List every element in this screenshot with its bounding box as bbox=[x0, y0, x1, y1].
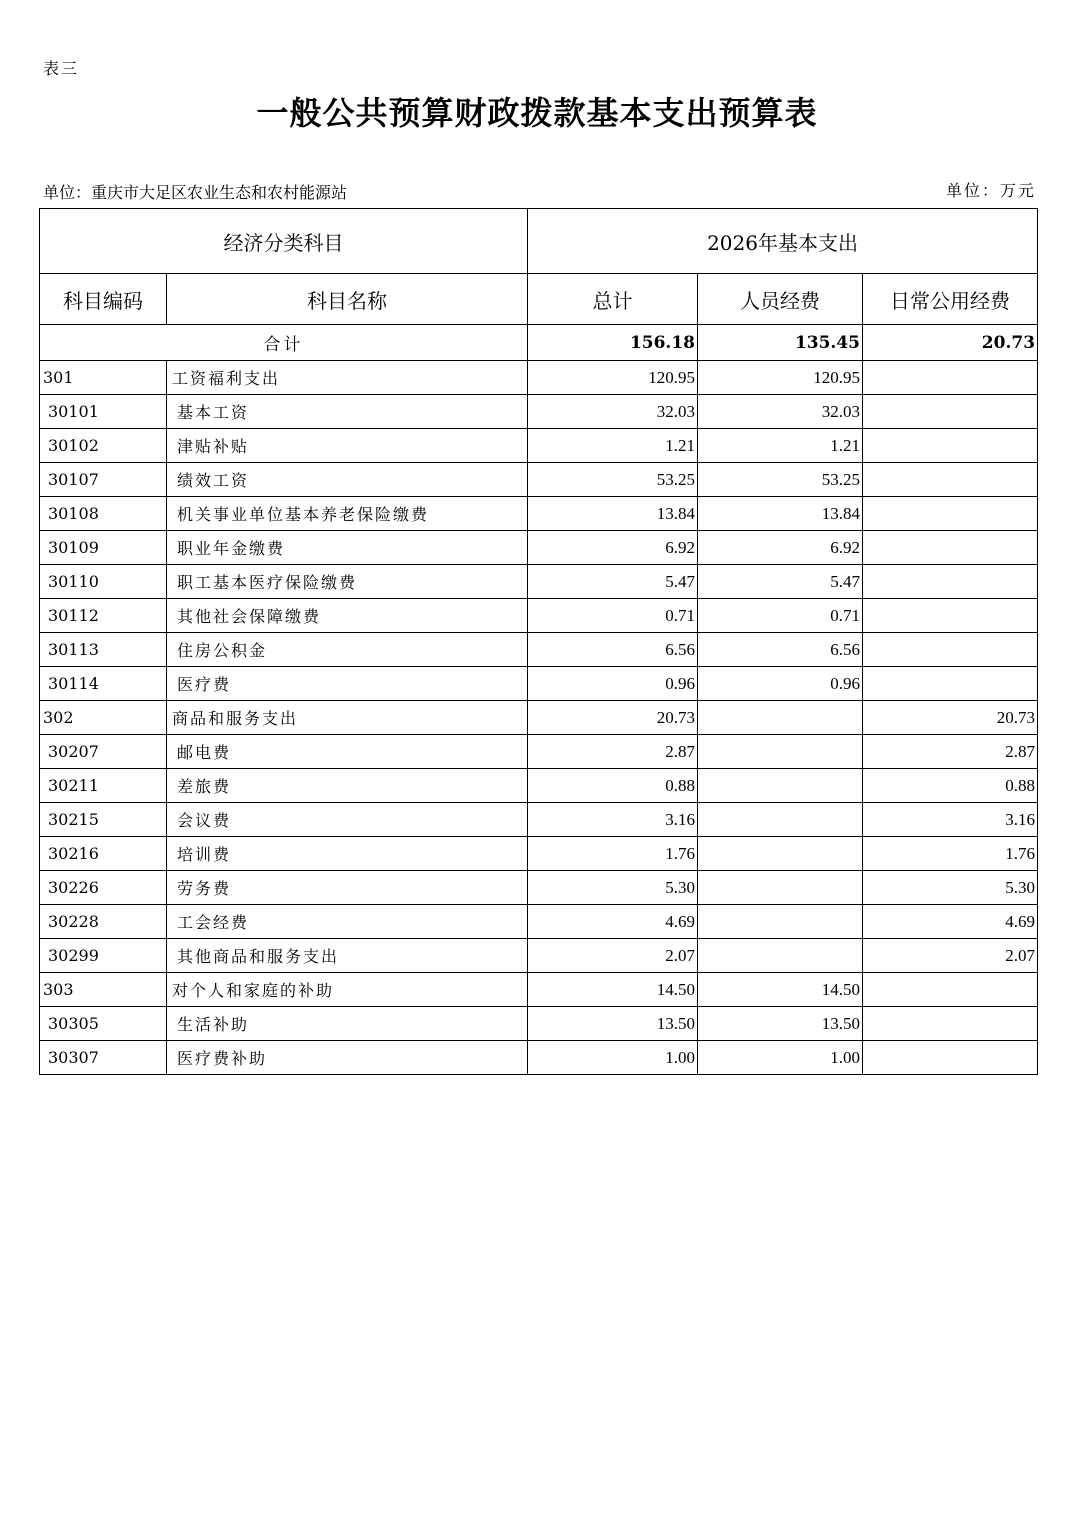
cell-public bbox=[863, 667, 1038, 701]
cell-public bbox=[863, 395, 1038, 429]
cell-name: 对个人和家庭的补助 bbox=[167, 973, 528, 1007]
cell-name: 机关事业单位基本养老保险缴费 bbox=[167, 497, 528, 531]
table-row bbox=[40, 735, 1038, 769]
total-personnel: 135.45 bbox=[698, 325, 863, 361]
cell-code: 30216 bbox=[40, 837, 167, 871]
cell-public: 20.73 bbox=[863, 701, 1038, 735]
cell-public: 3.16 bbox=[863, 803, 1038, 837]
cell-public bbox=[863, 973, 1038, 1007]
cell-name: 生活补助 bbox=[167, 1007, 528, 1041]
table-row bbox=[40, 599, 1038, 633]
cell-public bbox=[863, 1007, 1038, 1041]
cell-personnel: 14.50 bbox=[698, 973, 863, 1007]
cell-personnel: 0.96 bbox=[698, 667, 863, 701]
cell-name: 医疗费补助 bbox=[167, 1041, 528, 1075]
table-row bbox=[40, 871, 1038, 905]
cell-total: 0.71 bbox=[528, 599, 698, 633]
cell-name: 会议费 bbox=[167, 803, 528, 837]
cell-code: 30299 bbox=[40, 939, 167, 973]
table-number-label: 表三 bbox=[43, 59, 80, 78]
cell-personnel bbox=[698, 837, 863, 871]
cell-name: 商品和服务支出 bbox=[167, 701, 528, 735]
cell-public: 0.88 bbox=[863, 769, 1038, 803]
table-row bbox=[40, 497, 1038, 531]
cell-total: 13.50 bbox=[528, 1007, 698, 1041]
cell-public: 5.30 bbox=[863, 871, 1038, 905]
cell-code: 30305 bbox=[40, 1007, 167, 1041]
cell-code: 30226 bbox=[40, 871, 167, 905]
cell-public bbox=[863, 361, 1038, 395]
cell-personnel: 1.21 bbox=[698, 429, 863, 463]
basic-expenditure-header: 2026年基本支出 bbox=[528, 209, 1038, 274]
reporting-unit: 单位：重庆市大足区农业生态和农村能源站 bbox=[43, 183, 348, 202]
table-row bbox=[40, 463, 1038, 497]
cell-total: 13.84 bbox=[528, 497, 698, 531]
cell-name: 绩效工资 bbox=[167, 463, 528, 497]
cell-total: 2.87 bbox=[528, 735, 698, 769]
cell-personnel: 6.56 bbox=[698, 633, 863, 667]
cell-personnel bbox=[698, 701, 863, 735]
cell-personnel: 13.84 bbox=[698, 497, 863, 531]
column-header-personnel: 人员经费 bbox=[698, 274, 863, 325]
cell-personnel bbox=[698, 803, 863, 837]
cell-total: 53.25 bbox=[528, 463, 698, 497]
cell-code: 30108 bbox=[40, 497, 167, 531]
budget-table bbox=[39, 208, 1038, 1075]
cell-public bbox=[863, 1041, 1038, 1075]
cell-code: 30211 bbox=[40, 769, 167, 803]
table-row bbox=[40, 803, 1038, 837]
cell-code: 30102 bbox=[40, 429, 167, 463]
cell-personnel bbox=[698, 905, 863, 939]
cell-public bbox=[863, 497, 1038, 531]
cell-code: 30107 bbox=[40, 463, 167, 497]
page-title: 一般公共预算财政拨款基本支出预算表 bbox=[256, 94, 818, 132]
column-header-row bbox=[40, 274, 1038, 325]
table-row bbox=[40, 837, 1038, 871]
cell-personnel bbox=[698, 769, 863, 803]
cell-code: 30112 bbox=[40, 599, 167, 633]
total-row bbox=[40, 325, 1038, 361]
column-header-public: 日常公用经费 bbox=[863, 274, 1038, 325]
table-row bbox=[40, 565, 1038, 599]
cell-public bbox=[863, 429, 1038, 463]
table-row bbox=[40, 939, 1038, 973]
table-row bbox=[40, 701, 1038, 735]
table-row bbox=[40, 633, 1038, 667]
cell-name: 职业年金缴费 bbox=[167, 531, 528, 565]
cell-name: 住房公积金 bbox=[167, 633, 528, 667]
cell-code: 30207 bbox=[40, 735, 167, 769]
cell-name: 其他商品和服务支出 bbox=[167, 939, 528, 973]
total-sum: 156.18 bbox=[528, 325, 698, 361]
cell-code: 302 bbox=[40, 701, 167, 735]
table-row bbox=[40, 1007, 1038, 1041]
cell-code: 301 bbox=[40, 361, 167, 395]
cell-total: 20.73 bbox=[528, 701, 698, 735]
cell-total: 1.76 bbox=[528, 837, 698, 871]
cell-public: 2.87 bbox=[863, 735, 1038, 769]
table-row bbox=[40, 531, 1038, 565]
cell-public bbox=[863, 565, 1038, 599]
column-header-code: 科目编码 bbox=[40, 274, 167, 325]
table-body bbox=[40, 325, 1038, 1075]
cell-code: 30114 bbox=[40, 667, 167, 701]
cell-personnel bbox=[698, 871, 863, 905]
cell-name: 培训费 bbox=[167, 837, 528, 871]
cell-total: 1.00 bbox=[528, 1041, 698, 1075]
cell-code: 30228 bbox=[40, 905, 167, 939]
table-row bbox=[40, 1041, 1038, 1075]
cell-total: 32.03 bbox=[528, 395, 698, 429]
table-row bbox=[40, 769, 1038, 803]
cell-personnel: 1.00 bbox=[698, 1041, 863, 1075]
cell-public: 4.69 bbox=[863, 905, 1038, 939]
cell-public: 2.07 bbox=[863, 939, 1038, 973]
table-row bbox=[40, 395, 1038, 429]
cell-total: 5.47 bbox=[528, 565, 698, 599]
economic-classification-header: 经济分类科目 bbox=[40, 209, 528, 274]
cell-personnel: 53.25 bbox=[698, 463, 863, 497]
cell-name: 差旅费 bbox=[167, 769, 528, 803]
cell-personnel bbox=[698, 939, 863, 973]
table-row bbox=[40, 905, 1038, 939]
cell-code: 30215 bbox=[40, 803, 167, 837]
cell-total: 120.95 bbox=[528, 361, 698, 395]
cell-total: 14.50 bbox=[528, 973, 698, 1007]
cell-total: 1.21 bbox=[528, 429, 698, 463]
cell-public: 1.76 bbox=[863, 837, 1038, 871]
cell-total: 0.96 bbox=[528, 667, 698, 701]
cell-personnel: 0.71 bbox=[698, 599, 863, 633]
cell-personnel: 32.03 bbox=[698, 395, 863, 429]
currency-unit: 单位：万元 bbox=[945, 181, 1036, 200]
cell-code: 30113 bbox=[40, 633, 167, 667]
cell-total: 2.07 bbox=[528, 939, 698, 973]
cell-total: 3.16 bbox=[528, 803, 698, 837]
cell-code: 30109 bbox=[40, 531, 167, 565]
table-row bbox=[40, 429, 1038, 463]
cell-code: 303 bbox=[40, 973, 167, 1007]
cell-personnel: 6.92 bbox=[698, 531, 863, 565]
cell-code: 30101 bbox=[40, 395, 167, 429]
cell-total: 5.30 bbox=[528, 871, 698, 905]
total-public: 20.73 bbox=[863, 325, 1038, 361]
column-header-total: 总计 bbox=[528, 274, 698, 325]
cell-code: 30110 bbox=[40, 565, 167, 599]
cell-name: 工会经费 bbox=[167, 905, 528, 939]
table-row bbox=[40, 667, 1038, 701]
column-header-name: 科目名称 bbox=[167, 274, 528, 325]
cell-total: 0.88 bbox=[528, 769, 698, 803]
cell-personnel bbox=[698, 735, 863, 769]
cell-name: 医疗费 bbox=[167, 667, 528, 701]
cell-code: 30307 bbox=[40, 1041, 167, 1075]
cell-name: 职工基本医疗保险缴费 bbox=[167, 565, 528, 599]
total-label: 合计 bbox=[40, 325, 528, 361]
cell-total: 4.69 bbox=[528, 905, 698, 939]
cell-name: 邮电费 bbox=[167, 735, 528, 769]
table-row bbox=[40, 361, 1038, 395]
cell-public bbox=[863, 463, 1038, 497]
cell-public bbox=[863, 531, 1038, 565]
cell-personnel: 5.47 bbox=[698, 565, 863, 599]
cell-name: 工资福利支出 bbox=[167, 361, 528, 395]
cell-public bbox=[863, 633, 1038, 667]
cell-total: 6.56 bbox=[528, 633, 698, 667]
cell-name: 其他社会保障缴费 bbox=[167, 599, 528, 633]
group-header-row bbox=[40, 209, 1038, 274]
cell-name: 基本工资 bbox=[167, 395, 528, 429]
cell-personnel: 120.95 bbox=[698, 361, 863, 395]
cell-public bbox=[863, 599, 1038, 633]
cell-total: 6.92 bbox=[528, 531, 698, 565]
cell-name: 劳务费 bbox=[167, 871, 528, 905]
table-row bbox=[40, 973, 1038, 1007]
cell-name: 津贴补贴 bbox=[167, 429, 528, 463]
cell-personnel: 13.50 bbox=[698, 1007, 863, 1041]
